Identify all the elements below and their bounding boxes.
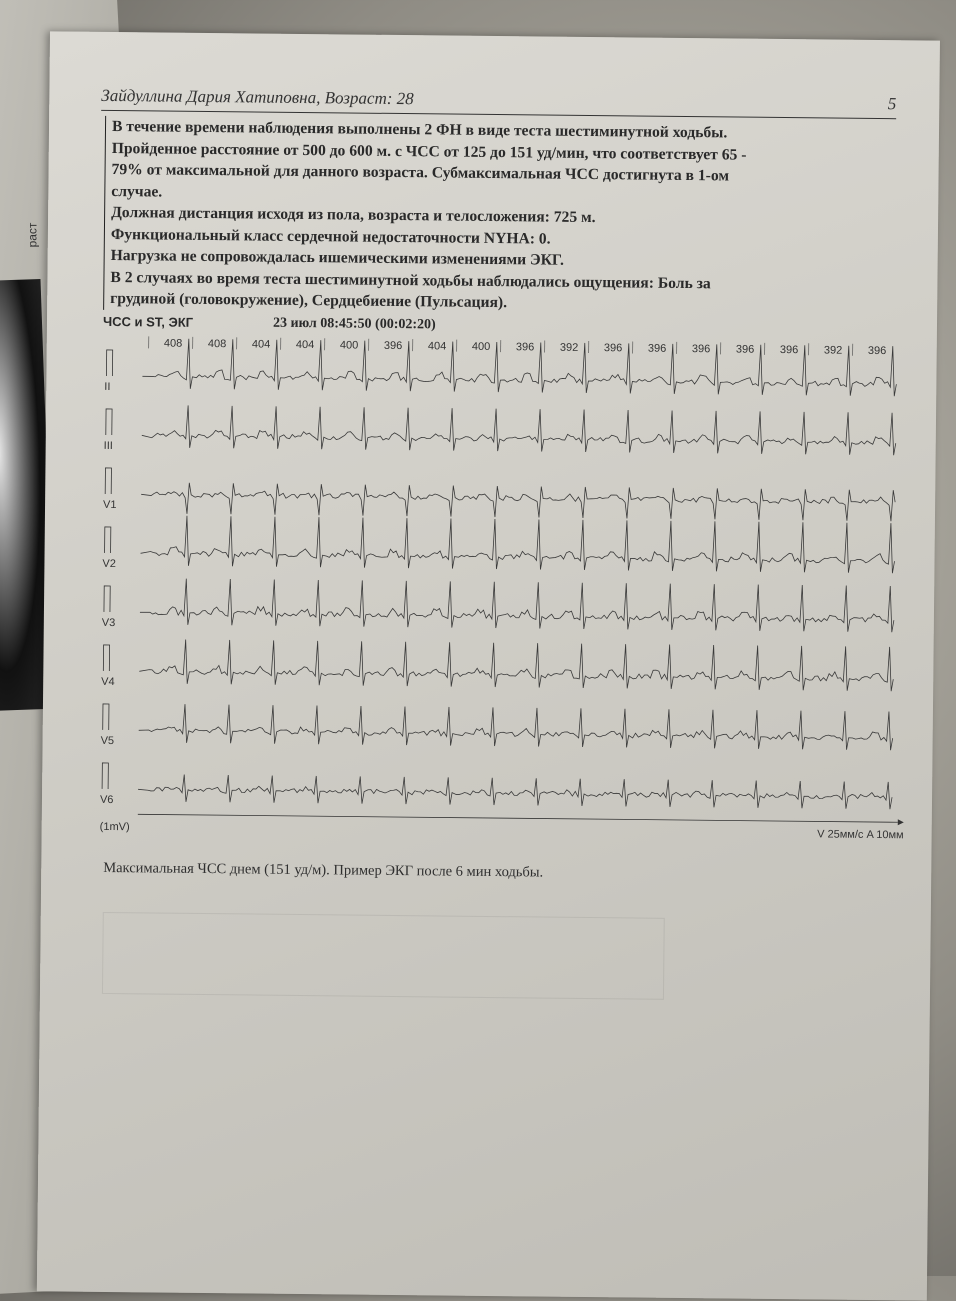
patient-name-age: Зайдуллина Дария Хатиповна, Возраст: 28 (101, 86, 414, 109)
rr-interval-label: 404 (296, 339, 314, 351)
rr-interval-label: 396 (780, 344, 798, 356)
ecg-trace (140, 578, 894, 632)
lead-label: V4 (101, 676, 115, 688)
rr-interval-label: 396 (604, 342, 622, 354)
lead-label: V6 (100, 794, 114, 806)
rr-interval-label: 404 (252, 338, 270, 350)
ecg-trace (139, 639, 893, 691)
summary-line: 79% от максимальной для данного возраста. Субмаксимальная ЧСС достигнута в 1-ом (111, 159, 851, 188)
calibration-pulse (106, 409, 112, 435)
ecg-trace (138, 774, 892, 809)
page-header (101, 84, 896, 119)
background-sheet-text: раст (25, 223, 39, 248)
ecg-trace (141, 482, 895, 521)
lead-label: V1 (103, 499, 117, 511)
summary-line: Нагрузка не сопровождалась ишемическими изменениями ЭКГ. (111, 245, 851, 274)
summary-line: В 2 случаях во время теста шестиминутной ходьбы наблюдались ощущения: Боль за (110, 266, 850, 295)
calibration-pulse (105, 468, 111, 494)
ecg-trace (139, 704, 893, 750)
time-axis-arrow (898, 819, 904, 825)
rr-interval-label: 396 (736, 344, 754, 356)
report-page (37, 31, 940, 1300)
test-summary (103, 116, 852, 317)
scale-label: V 25мм/с A 10мм (817, 828, 904, 841)
rr-interval-label: 396 (692, 343, 710, 355)
summary-line: Пройденное расстояние от 500 до 600 м. с ЧСС от 125 до 151 уд/мин, что соответствует 65 - (112, 137, 852, 166)
rr-interval-label: 408 (208, 338, 226, 350)
calibration-label: (1mV) (100, 821, 130, 833)
ecg-title: ЧСС и ST, ЭКГ (103, 314, 193, 330)
calibration-pulse (103, 704, 109, 730)
calibration-pulse (105, 527, 111, 553)
rr-interval-label: 408 (164, 338, 182, 350)
lead-label: V5 (101, 735, 115, 747)
calibration-pulse (102, 763, 108, 789)
rr-interval-label: 400 (472, 341, 490, 353)
ecg-timestamp: 23 июл 08:45:50 (00:02:20) (273, 316, 436, 334)
lead-label: III (104, 440, 113, 452)
rr-interval-label: 396 (648, 343, 666, 355)
lead-label: V3 (102, 617, 116, 629)
rr-interval-label: 396 (868, 345, 886, 357)
calibration-pulse (106, 350, 112, 376)
summary-line: случае. (111, 180, 851, 209)
calibration-pulse (103, 645, 109, 671)
rr-interval-label: 400 (340, 339, 358, 351)
summary-line: Функциональный класс сердечной недостаточности NYHA: 0. (111, 223, 851, 252)
ecg-trace (142, 405, 896, 455)
summary-line: В течение времени наблюдения выполнены 2 ФН в виде теста шестиминутной ходьбы. (112, 116, 852, 145)
rr-interval-label: 396 (516, 341, 534, 353)
rr-interval-label: 396 (384, 340, 402, 352)
lead-label: II (104, 381, 110, 393)
rr-interval-label: 392 (824, 344, 842, 356)
time-axis (138, 814, 898, 822)
summary-line: грудиной (головокружение), Сердцебиение (Пульсация). (110, 288, 850, 317)
ecg-trace (140, 515, 894, 573)
rr-interval-label: 404 (428, 340, 446, 352)
ecg-strip (97, 328, 912, 856)
rr-interval-label: 392 (560, 342, 578, 354)
page-number: 5 (888, 94, 897, 114)
summary-line: Должная дистанция исходя из пола, возраста и телосложения: 725 м. (111, 202, 851, 231)
lead-label: V2 (102, 558, 116, 570)
calibration-pulse (104, 586, 110, 612)
ecg-caption: Максимальная ЧСС днем (151 уд/м). Пример ЭКГ после 6 мин ходьбы. (103, 860, 543, 882)
faded-table (102, 912, 665, 1000)
